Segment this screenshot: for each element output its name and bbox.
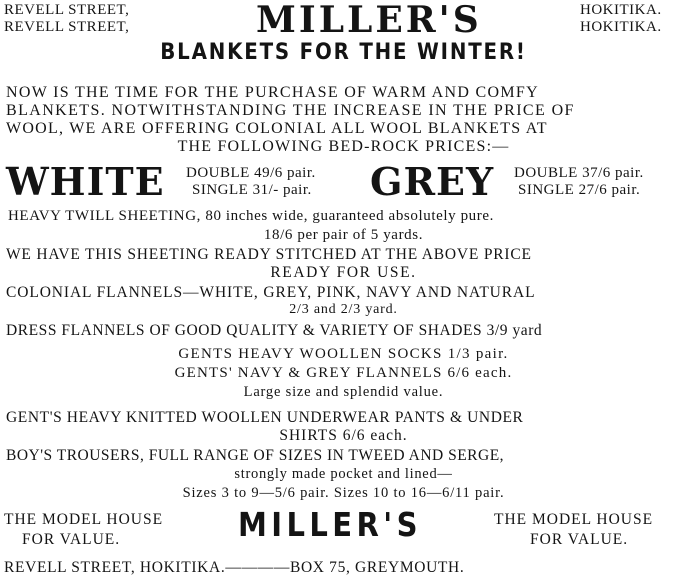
header-left-line1: REVELL STREET, [4, 2, 130, 18]
trousers-line-3: Sizes 3 to 9—5/6 pair. Sizes 10 to 16—6/11 pair. [182, 485, 505, 501]
footer-title: MILLER'S [238, 505, 422, 544]
footer-left-line1: THE MODEL HOUSE [4, 511, 164, 528]
grey-label: GREY [370, 159, 495, 204]
underwear-line-2: SHIRTS 6/6 each. [279, 427, 408, 444]
footer-right-line2: FOR VALUE. [530, 531, 629, 548]
intro-line-2: BLANKETS. NOTWITHSTANDING THE INCREASE IN THE PRICE OF [6, 102, 575, 119]
headline: BLANKETS FOR THE WINTER! [160, 40, 527, 65]
stitched-line-2: READY FOR USE. [270, 264, 417, 281]
dress-flannels: DRESS FLANNELS OF GOOD QUALITY & VARIETY OF SHADES 3/9 yard [6, 322, 543, 339]
white-label: WHITE [6, 159, 165, 204]
gents-flannels: GENTS' NAVY & GREY FLANNELS 6/6 each. [174, 365, 513, 381]
white-double-price: DOUBLE 49/6 pair. [186, 165, 316, 181]
grey-single-price: SINGLE 27/6 pair. [518, 182, 641, 198]
header-left-line2: REVELL STREET, [4, 19, 130, 35]
footer-right-line1: THE MODEL HOUSE [494, 511, 654, 528]
white-single-price: SINGLE 31/- pair. [192, 182, 312, 198]
sheeting-line-1: HEAVY TWILL SHEETING, 80 inches wide, guaranteed absolutely pure. [8, 208, 494, 224]
flannels-line-2: 2/3 and 2/3 yard. [289, 302, 398, 317]
trousers-line-1: BOY'S TROUSERS, FULL RANGE OF SIZES IN TWEED AND SERGE, [6, 447, 505, 464]
header-right-line2: HOKITIKA. [580, 19, 662, 35]
sheeting-line-2: 18/6 per pair of 5 yards. [263, 227, 424, 243]
intro-line-4: THE FOLLOWING BED-ROCK PRICES:— [177, 138, 510, 155]
intro-line-3: WOOL, WE ARE OFFERING COLONIAL ALL WOOL BLANKETS AT [6, 120, 548, 137]
large-size-note: Large size and splendid value. [243, 384, 444, 400]
socks: GENTS HEAVY WOOLLEN SOCKS 1/3 pair. [178, 346, 509, 362]
header-right-line1: HOKITIKA. [580, 2, 662, 18]
flannels-line-1: COLONIAL FLANNELS—WHITE, GREY, PINK, NAVY AND NATURAL [6, 284, 536, 301]
stitched-line-1: WE HAVE THIS SHEETING READY STITCHED AT THE ABOVE PRICE [6, 246, 532, 263]
intro-line-1: NOW IS THE TIME FOR THE PURCHASE OF WARM AND COMFY [6, 84, 539, 101]
header-title: MILLER'S [256, 0, 482, 41]
grey-double-price: DOUBLE 37/6 pair. [514, 165, 644, 181]
footer-address: REVELL STREET, HOKITIKA.————BOX 75, GREYMOUTH. [4, 559, 465, 576]
footer-left-line2: FOR VALUE. [22, 531, 121, 548]
trousers-line-2: strongly made pocket and lined— [234, 466, 453, 482]
underwear-line-1: GENT'S HEAVY KNITTED WOOLLEN UNDERWEAR PANTS & UNDER [6, 409, 524, 426]
